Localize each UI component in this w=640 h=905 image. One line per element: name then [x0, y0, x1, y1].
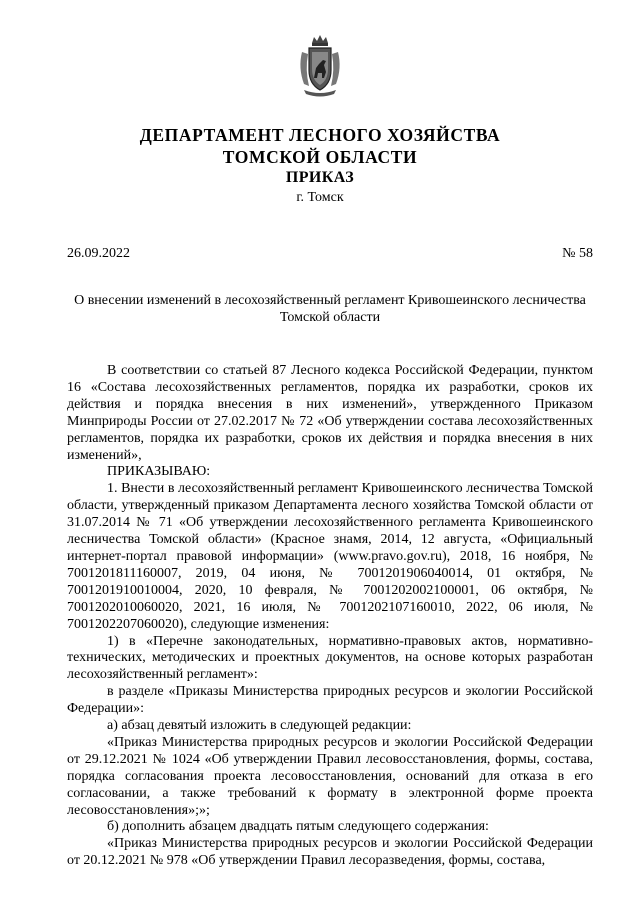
order-body — [67, 363, 593, 870]
body-paragraph: ПРИКАЗЫВАЮ: — [107, 464, 211, 480]
order-date: 26.09.2022 — [67, 246, 130, 261]
body-paragraph: а) абзац девятый изложить в следующей редакции: — [107, 718, 412, 734]
department-name-line-1: ДЕПАРТАМЕНТ ЛЕСНОГО ХОЗЯЙСТВА — [139, 125, 501, 145]
body-paragraph: В соответствии со статьей 87 Лесного кодекса Российской Федерации, пунктом 16 «Состава лесохозяйственных регламентов, порядка их разработки, сроков их действия и порядка внесения в них изменений», утвержденного Приказом Минприроды России от 27.02.2017 № 72 «Об утверждении состава лесохозяйственных регламентов, порядка их разработки, сроков их действия и порядка внесения в них изменений», — [67, 363, 593, 463]
body-paragraph: в разделе «Приказы Министерства природных ресурсов и экологии Российской Федерации»: — [67, 684, 593, 717]
body-paragraph: «Приказ Министерства природных ресурсов и экологии Российской Федерации от 29.12.2021 № 1024 «Об утверждении Правил лесовосстановления, формы, состава, порядка согласования проекта лесовосстановления, оснований для отказа в его согласовании, а также требований к формату в электронной форме проекта лесовосстановления»;»; — [67, 734, 593, 818]
order-subject: О внесении изменений в лесохозяйственный регламент Кривошеинского лесничества Томской области — [74, 293, 586, 325]
body-paragraph: б) дополнить абзацем двадцать пятым следующего содержания: — [107, 819, 489, 835]
document-type: ПРИКАЗ — [285, 169, 355, 186]
city: г. Томск — [296, 190, 344, 205]
coat-of-arms-emblem — [296, 34, 344, 98]
body-paragraph: 1) в «Перечне законодательных, нормативно-правовых актов, нормативно-технических, методических и проектных документов, на основе которых разработан лесохозяйственный регламент»: — [67, 633, 593, 683]
order-number: № 58 — [562, 246, 593, 261]
body-paragraph: 1. Внести в лесохозяйственный регламент Кривошеинского лесничества Томской области, утвержденный приказом Департамента лесного хозяйства Томской области от 31.07.2014 № 71 «Об утверждении лесохозяйственного регламента Кривошеинского лесничества Томской области» (Красное знамя, 2014, 12 августа, «Официальный интернет-портал правовой информации» (www.pravo.gov.ru), 2018, 16 ноября, № 7001201811160007, 2019, 04 июня, № 7001201906040014, 01 октября, № 7001201910010004, 2020, 10 февраля, № 7001202002100001, 06 октября, № 7001202010060020, 2021, 16 июля, № 7001202107160010, 2022, 06 июля, № 7001202207060020), следующие изменения: — [67, 481, 593, 632]
department-name — [0, 124, 640, 168]
department-name-line-2: ТОМСКОЙ ОБЛАСТИ — [222, 147, 418, 167]
body-paragraph: «Приказ Министерства природных ресурсов и экологии Российской Федерации от 20.12.2021 № 978 «Об утверждении Правил лесоразведения, формы, состава, — [67, 836, 593, 869]
